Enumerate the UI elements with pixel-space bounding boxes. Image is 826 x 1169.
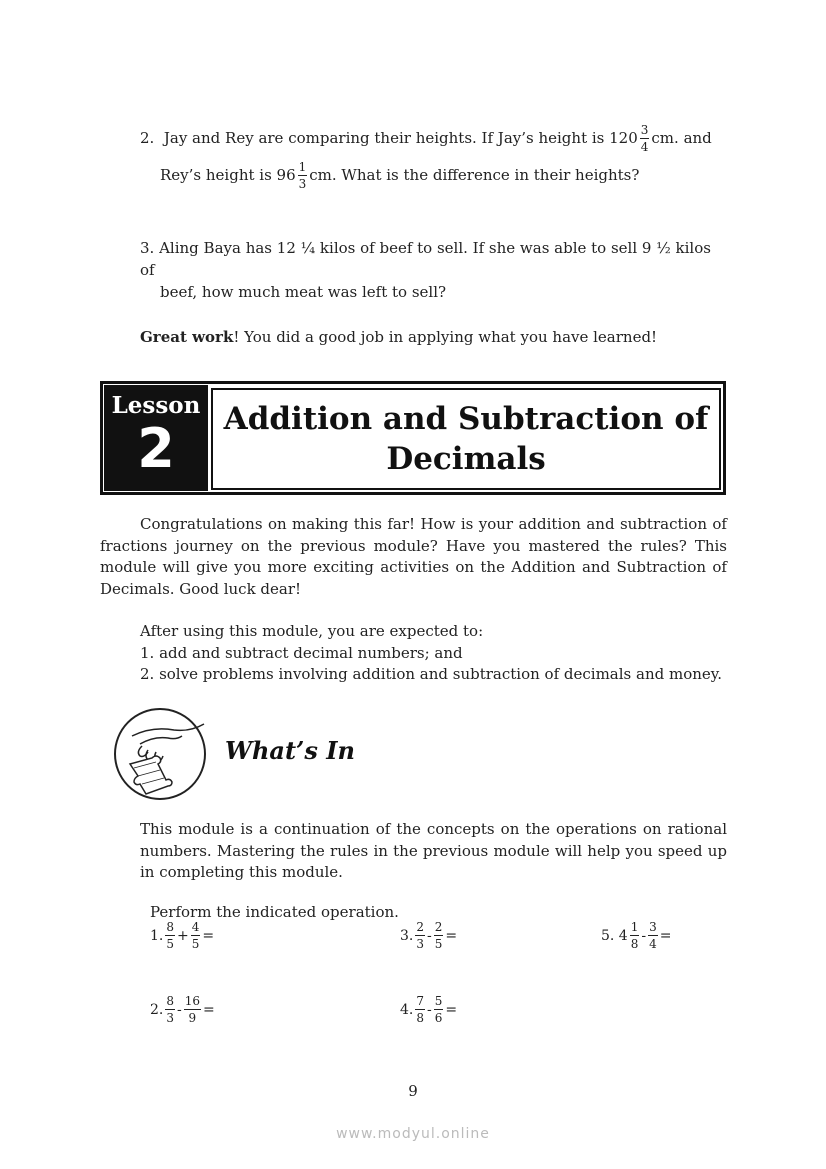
page-number: 9: [408, 1082, 418, 1100]
lesson-title-box: [211, 388, 721, 490]
fraction: $\frac{3}{4}$: [640, 122, 649, 154]
fraction: $\frac{3}{4}$: [649, 920, 657, 951]
whats-in-paragraph: This module is a continuation of the concepts on the operations on rational numbers. Mastering the rules in the previous module will help you speed up in completing this module.: [140, 820, 727, 881]
fraction: $\frac{5}{6}$: [434, 994, 443, 1025]
exercise-item: 1. $\frac{8}{5}$ + $\frac{4}{5}$ =: [150, 920, 215, 951]
fraction: $\frac{7}{8}$: [416, 994, 424, 1025]
problem-number: 2.: [140, 129, 155, 147]
problem-text: cm. What is the difference in their heights?: [309, 166, 640, 184]
problem-text: Aling Baya has 12 ¼ kilos of beef to sell. If she was able to sell 9 ½ kilos of: [140, 239, 711, 279]
exercise-item: 4. $\frac{7}{8}$ - $\frac{5}{6}$ =: [400, 994, 458, 1025]
problem-number: 3.: [140, 239, 155, 257]
fraction: $\frac{2}{3}$: [416, 920, 424, 951]
fraction: $\frac{16}{9}$: [184, 994, 201, 1025]
problem-text: Jay and Rey are comparing their heights. If Jay’s height is 120: [163, 129, 638, 147]
problem-text: Rey’s height is 96: [160, 166, 296, 184]
word-problem-3: [140, 237, 730, 303]
exercise-instruction: Perform the indicated operation.: [150, 903, 399, 921]
watermark: www.modyul.online: [336, 1126, 490, 1142]
fraction: $\frac{1}{3}$: [298, 159, 307, 191]
hand-puzzle-icon: [112, 706, 208, 802]
objectives-heading: After using this module, you are expected to:: [140, 622, 484, 640]
fraction: $\frac{8}{3}$: [166, 994, 174, 1025]
word-problem-2: [140, 121, 730, 192]
great-work-text: ! You did a good job in applying what you have learned!: [233, 328, 658, 346]
great-work-note: [140, 328, 657, 346]
objective-item: 2. solve problems involving addition and subtraction of decimals and money.: [140, 665, 723, 683]
objectives: [140, 621, 722, 686]
fraction: $\frac{1}{8}$: [630, 920, 639, 951]
exercise-item: 3. $\frac{2}{3}$ - $\frac{2}{5}$ =: [400, 920, 458, 951]
lesson-label: Lesson: [111, 392, 201, 419]
fraction: $\frac{4}{5}$: [191, 920, 200, 951]
lesson-number-box: [104, 385, 208, 491]
fraction: $\frac{8}{5}$: [166, 920, 174, 951]
objective-item: 1. add and subtract decimal numbers; and: [140, 643, 463, 662]
intro-paragraph: Congratulations on making this far! How is your addition and subtraction of fractions journey on the previous module? Have you mastered the rules? This module will give you more exciting activities on the Addition and Subtraction of Decimals. Good luck dear!: [100, 515, 727, 598]
lesson-title: Addition and Subtraction of Decimals: [223, 401, 709, 477]
lesson-number: 2: [137, 417, 175, 480]
exercise-item: 5. 4 $\frac{1}{8}$ - $\frac{3}{4}$ =: [601, 920, 672, 951]
section-heading-whats-in: What’s In: [225, 736, 355, 765]
fraction: $\frac{2}{5}$: [434, 920, 443, 951]
exercise-item: 2. $\frac{8}{3}$ - $\frac{16}{9}$ =: [150, 994, 215, 1025]
problem-text: cm. and: [651, 129, 712, 147]
great-work-bold: Great work: [140, 328, 234, 346]
problem-text: beef, how much meat was left to sell?: [160, 283, 447, 301]
